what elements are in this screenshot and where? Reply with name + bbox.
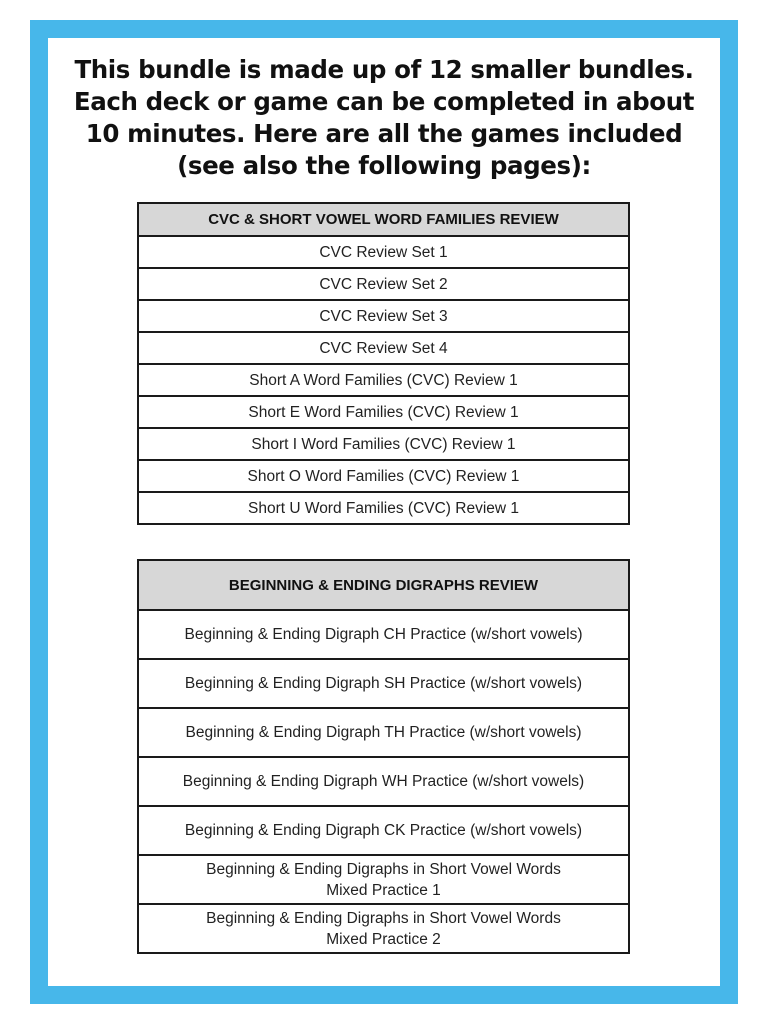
table-row xyxy=(138,708,629,757)
table-cell: Short A Word Families (CVC) Review 1 xyxy=(138,364,629,396)
table-row xyxy=(138,610,629,659)
table-row xyxy=(138,428,629,460)
table-header-row xyxy=(138,203,629,236)
table-cell xyxy=(138,855,629,904)
cvc-review-table xyxy=(137,202,630,525)
table-cell: Short E Word Families (CVC) Review 1 xyxy=(138,396,629,428)
table-cell: Short U Word Families (CVC) Review 1 xyxy=(138,492,629,524)
table-header: CVC & SHORT VOWEL WORD FAMILIES REVIEW xyxy=(138,203,629,236)
table-row xyxy=(138,396,629,428)
table-cell: Short I Word Families (CVC) Review 1 xyxy=(138,428,629,460)
table-cell: Beginning & Ending Digraph CH Practice (w/short vowels) xyxy=(138,610,629,659)
table-row xyxy=(138,806,629,855)
table-row xyxy=(138,300,629,332)
cell-line: Beginning & Ending Digraphs in Short Vowel Words xyxy=(206,909,561,927)
table-row xyxy=(138,332,629,364)
table-header-row xyxy=(138,560,629,610)
table-cell: CVC Review Set 1 xyxy=(138,236,629,268)
table-row xyxy=(138,268,629,300)
table-cell: CVC Review Set 4 xyxy=(138,332,629,364)
table-row xyxy=(138,492,629,524)
table-row xyxy=(138,904,629,953)
table-row xyxy=(138,364,629,396)
digraphs-review-table xyxy=(137,559,630,954)
table-row xyxy=(138,236,629,268)
cell-line: Beginning & Ending Digraphs in Short Vowel Words xyxy=(206,860,561,878)
table-cell: Beginning & Ending Digraph WH Practice (w/short vowels) xyxy=(138,757,629,806)
table-header: BEGINNING & ENDING DIGRAPHS REVIEW xyxy=(138,560,629,610)
table-cell: Beginning & Ending Digraph SH Practice (w/short vowels) xyxy=(138,659,629,708)
table-cell: CVC Review Set 3 xyxy=(138,300,629,332)
table-row xyxy=(138,460,629,492)
table-cell: CVC Review Set 2 xyxy=(138,268,629,300)
table-cell: Short O Word Families (CVC) Review 1 xyxy=(138,460,629,492)
cell-line: Mixed Practice 2 xyxy=(326,930,441,948)
table-row xyxy=(138,757,629,806)
table-cell xyxy=(138,904,629,953)
table-row xyxy=(138,855,629,904)
cell-line: Mixed Practice 1 xyxy=(326,881,441,899)
table-cell: Beginning & Ending Digraph TH Practice (w/short vowels) xyxy=(138,708,629,757)
table-row xyxy=(138,659,629,708)
table-cell: Beginning & Ending Digraph CK Practice (w/short vowels) xyxy=(138,806,629,855)
intro-text: This bundle is made up of 12 smaller bundles. Each deck or game can be completed in about 10 minutes. Here are all the games included (see also the following pages): xyxy=(73,55,695,180)
